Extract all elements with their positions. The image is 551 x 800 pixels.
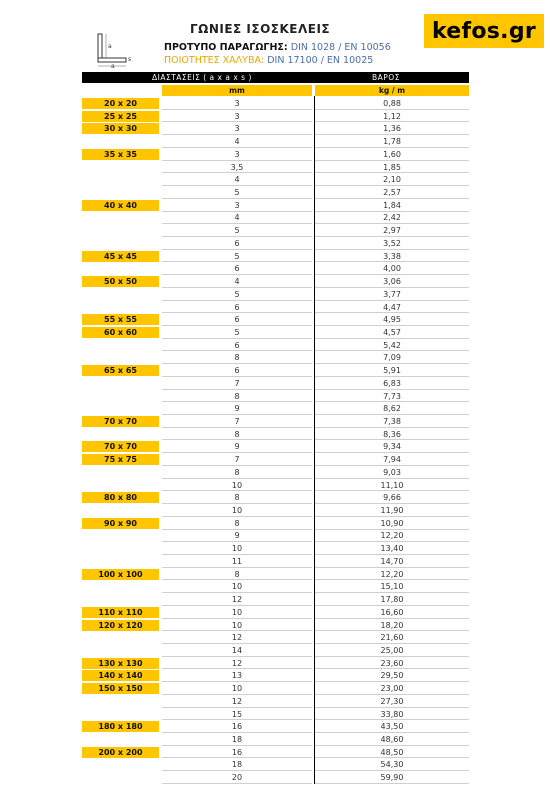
size-label: 120 x 120	[82, 620, 159, 631]
table-row	[82, 148, 469, 161]
table-row	[82, 479, 469, 492]
thickness-cell: 7	[162, 453, 312, 466]
table-row	[82, 351, 469, 364]
weight-cell: 7,09	[315, 351, 469, 364]
table-row	[82, 211, 469, 224]
table-row	[82, 339, 469, 352]
size-label: 90 x 90	[82, 518, 159, 529]
weight-cell: 48,60	[315, 733, 469, 746]
table-row	[82, 733, 469, 746]
table-row	[82, 224, 469, 237]
icon-label-a-bottom: a	[111, 63, 115, 68]
size-label: 65 x 65	[82, 365, 159, 376]
size-label: 130 x 130	[82, 658, 159, 669]
thickness-cell: 10	[162, 504, 312, 517]
col-weight-header: ΒΑΡΟΣ	[372, 73, 400, 82]
weight-cell: 1,12	[315, 110, 469, 123]
thickness-cell: 7	[162, 415, 312, 428]
weight-cell: 1,36	[315, 122, 469, 135]
thickness-cell: 18	[162, 733, 312, 746]
weight-cell: 59,90	[315, 771, 469, 784]
table-row	[82, 682, 469, 695]
table-row	[82, 440, 469, 453]
table-row	[82, 619, 469, 632]
thickness-cell: 9	[162, 402, 312, 415]
weight-cell: 16,60	[315, 606, 469, 619]
table-row	[82, 110, 469, 123]
table-row	[82, 580, 469, 593]
table-row	[82, 669, 469, 682]
size-label: 50 x 50	[82, 276, 159, 287]
weight-cell: 4,47	[315, 301, 469, 314]
thickness-cell: 3	[162, 148, 312, 161]
quality-label: ΠΟΙΟΤΗΤΕΣ ΧΑΛΥΒΑ:	[164, 55, 265, 66]
thickness-cell: 6	[162, 339, 312, 352]
thickness-cell: 14	[162, 644, 312, 657]
thickness-cell: 16	[162, 720, 312, 733]
equal-angle-profile-icon	[92, 30, 134, 68]
size-label: 100 x 100	[82, 569, 159, 580]
weight-cell: 7,38	[315, 415, 469, 428]
table-row	[82, 390, 469, 403]
thickness-cell: 10	[162, 619, 312, 632]
weight-cell: 11,90	[315, 504, 469, 517]
thickness-cell: 6	[162, 262, 312, 275]
weight-cell: 54,30	[315, 758, 469, 771]
table-row	[82, 415, 469, 428]
thickness-cell: 12	[162, 631, 312, 644]
weight-cell: 1,84	[315, 199, 469, 212]
icon-label-a-top: a	[108, 43, 112, 50]
thickness-cell: 5	[162, 224, 312, 237]
thickness-cell: 11	[162, 555, 312, 568]
thickness-cell: 12	[162, 593, 312, 606]
weight-cell: 4,95	[315, 313, 469, 326]
thickness-cell: 8	[162, 428, 312, 441]
thickness-cell: 4	[162, 211, 312, 224]
weight-cell: 2,57	[315, 186, 469, 199]
table-row	[82, 161, 469, 174]
weight-cell: 6,83	[315, 377, 469, 390]
weight-cell: 0,88	[315, 97, 469, 110]
table-row	[82, 504, 469, 517]
thickness-cell: 8	[162, 517, 312, 530]
table-row	[82, 237, 469, 250]
table-row	[82, 377, 469, 390]
weight-cell: 7,94	[315, 453, 469, 466]
size-label: 55 x 55	[82, 314, 159, 325]
table-row	[82, 262, 469, 275]
weight-cell: 27,30	[315, 695, 469, 708]
size-label: 45 x 45	[82, 251, 159, 262]
table-row	[82, 708, 469, 721]
table-row	[82, 288, 469, 301]
thickness-cell: 4	[162, 135, 312, 148]
thickness-cell: 13	[162, 669, 312, 682]
size-label: 75 x 75	[82, 454, 159, 465]
thickness-cell: 10	[162, 606, 312, 619]
weight-cell: 1,85	[315, 161, 469, 174]
unit-mm-header: mm	[162, 85, 312, 96]
weight-cell: 3,06	[315, 275, 469, 288]
page-title: ΓΩΝΙΕΣ ΙΣΟΣΚΕΛΕΙΣ	[190, 22, 331, 36]
weight-cell: 2,10	[315, 173, 469, 186]
table-row	[82, 122, 469, 135]
thickness-cell: 5	[162, 250, 312, 263]
thickness-cell: 15	[162, 708, 312, 721]
weight-cell: 25,00	[315, 644, 469, 657]
table-row	[82, 568, 469, 581]
thickness-cell: 5	[162, 326, 312, 339]
table-row	[82, 657, 469, 670]
weight-cell: 3,38	[315, 250, 469, 263]
table-row	[82, 326, 469, 339]
weight-cell: 23,00	[315, 682, 469, 695]
table-header	[82, 72, 469, 83]
thickness-cell: 20	[162, 771, 312, 784]
thickness-cell: 9	[162, 440, 312, 453]
table-row	[82, 364, 469, 377]
table-row	[82, 313, 469, 326]
weight-cell: 23,60	[315, 657, 469, 670]
size-label: 60 x 60	[82, 327, 159, 338]
steel-quality	[164, 55, 373, 66]
weight-cell: 3,77	[315, 288, 469, 301]
weight-cell: 15,10	[315, 580, 469, 593]
size-label: 200 x 200	[82, 747, 159, 758]
thickness-cell: 12	[162, 695, 312, 708]
weight-cell: 17,80	[315, 593, 469, 606]
weight-cell: 14,70	[315, 555, 469, 568]
table-row	[82, 606, 469, 619]
table-row	[82, 453, 469, 466]
weight-cell: 4,00	[315, 262, 469, 275]
thickness-cell: 3	[162, 97, 312, 110]
standard-value: DIN 1028 / EN 10056	[287, 42, 391, 53]
table-row	[82, 720, 469, 733]
thickness-cell: 18	[162, 758, 312, 771]
table-row	[82, 746, 469, 759]
thickness-cell: 6	[162, 313, 312, 326]
icon-label-s: s	[128, 56, 132, 63]
thickness-cell: 9	[162, 529, 312, 542]
weight-cell: 5,91	[315, 364, 469, 377]
size-label: 180 x 180	[82, 721, 159, 732]
thickness-cell: 10	[162, 479, 312, 492]
weight-cell: 48,50	[315, 746, 469, 759]
thickness-cell: 3	[162, 110, 312, 123]
thickness-cell: 3	[162, 122, 312, 135]
weight-cell: 33,80	[315, 708, 469, 721]
thickness-cell: 8	[162, 466, 312, 479]
table-row	[82, 631, 469, 644]
size-label: 110 x 110	[82, 607, 159, 618]
weight-cell: 21,60	[315, 631, 469, 644]
col-dimensions-header: ΔΙΑΣΤΑΣΕΙΣ ( a x a x s )	[152, 73, 252, 82]
unit-weight-header: kg / m	[315, 85, 469, 96]
weight-cell: 1,60	[315, 148, 469, 161]
weight-cell: 18,20	[315, 619, 469, 632]
weight-cell: 9,34	[315, 440, 469, 453]
weight-cell: 9,03	[315, 466, 469, 479]
weight-cell: 8,36	[315, 428, 469, 441]
thickness-cell: 8	[162, 491, 312, 504]
standard-label: ΠΡΟΤΥΠΟ ΠΑΡΑΓΩΓΗΣ:	[164, 42, 288, 53]
thickness-cell: 5	[162, 288, 312, 301]
table-row	[82, 593, 469, 606]
table-row	[82, 517, 469, 530]
table-row	[82, 301, 469, 314]
table-row	[82, 758, 469, 771]
table-row	[82, 186, 469, 199]
thickness-cell: 6	[162, 237, 312, 250]
thickness-cell: 16	[162, 746, 312, 759]
thickness-cell: 6	[162, 364, 312, 377]
table-row	[82, 428, 469, 441]
thickness-cell: 8	[162, 351, 312, 364]
table-row	[82, 402, 469, 415]
table-row	[82, 695, 469, 708]
size-label: 25 x 25	[82, 111, 159, 122]
thickness-cell: 5	[162, 186, 312, 199]
table-row	[82, 542, 469, 555]
thickness-cell: 8	[162, 568, 312, 581]
size-label: 150 x 150	[82, 683, 159, 694]
size-label: 40 x 40	[82, 200, 159, 211]
weight-cell: 12,20	[315, 529, 469, 542]
table-row	[82, 135, 469, 148]
table-row	[82, 173, 469, 186]
thickness-cell: 3	[162, 199, 312, 212]
brand-logo[interactable]: kefos.gr	[424, 14, 544, 48]
thickness-cell: 10	[162, 542, 312, 555]
table-row	[82, 771, 469, 784]
size-label: 80 x 80	[82, 492, 159, 503]
thickness-cell: 3,5	[162, 161, 312, 174]
size-label: 35 x 35	[82, 149, 159, 160]
weight-cell: 7,73	[315, 390, 469, 403]
table-row	[82, 199, 469, 212]
thickness-cell: 6	[162, 301, 312, 314]
table-row	[82, 491, 469, 504]
thickness-cell: 7	[162, 377, 312, 390]
weight-cell: 43,50	[315, 720, 469, 733]
quality-value: DIN 17100 / EN 10025	[264, 55, 374, 66]
thickness-cell: 10	[162, 580, 312, 593]
weight-cell: 2,97	[315, 224, 469, 237]
table-row	[82, 644, 469, 657]
table-row	[82, 275, 469, 288]
table-row	[82, 466, 469, 479]
size-label: 70 x 70	[82, 441, 159, 452]
size-label: 140 x 140	[82, 670, 159, 681]
weight-cell: 13,40	[315, 542, 469, 555]
thickness-cell: 10	[162, 682, 312, 695]
weight-cell: 11,10	[315, 479, 469, 492]
weight-cell: 1,78	[315, 135, 469, 148]
thickness-cell: 4	[162, 275, 312, 288]
weight-cell: 5,42	[315, 339, 469, 352]
table-row	[82, 250, 469, 263]
size-label: 20 x 20	[82, 98, 159, 109]
size-label: 70 x 70	[82, 416, 159, 427]
thickness-cell: 12	[162, 657, 312, 670]
table-row	[82, 529, 469, 542]
weight-cell: 3,52	[315, 237, 469, 250]
weight-cell: 4,57	[315, 326, 469, 339]
thickness-cell: 8	[162, 390, 312, 403]
thickness-cell: 4	[162, 173, 312, 186]
weight-cell: 29,50	[315, 669, 469, 682]
production-standard	[164, 42, 391, 53]
weight-cell: 2,42	[315, 211, 469, 224]
weight-cell: 9,66	[315, 491, 469, 504]
weight-cell: 8,62	[315, 402, 469, 415]
table-row	[82, 97, 469, 110]
weight-cell: 12,20	[315, 568, 469, 581]
table-row	[82, 555, 469, 568]
weight-cell: 10,90	[315, 517, 469, 530]
size-label: 30 x 30	[82, 123, 159, 134]
